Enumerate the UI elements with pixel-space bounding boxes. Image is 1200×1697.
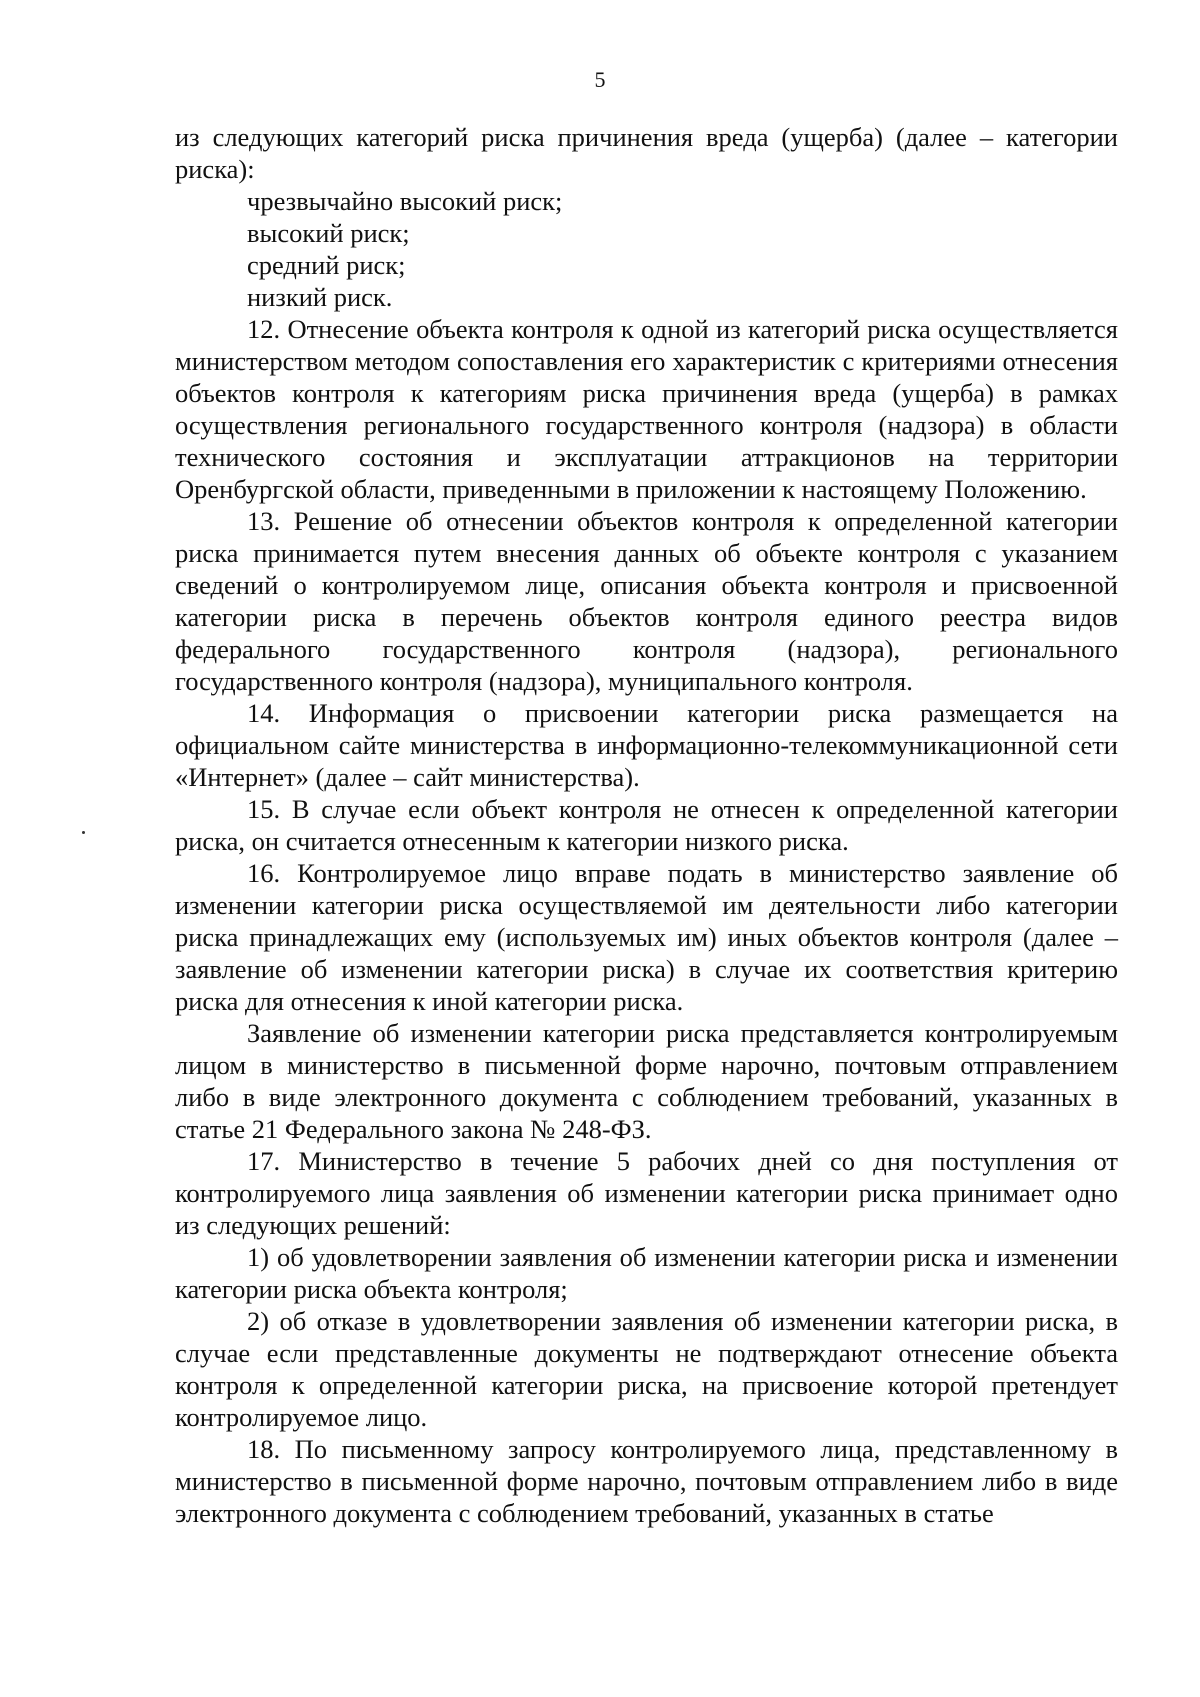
paragraph-18: 18. По письменному запросу контролируемого лица, представленному в министерство в письменной форме нарочно, почтовым отправлением либо в виде электронного документа с соблюдением требований, указанных в статье (175, 1434, 1118, 1528)
paragraph-intro: из следующих категорий риска причинения вреда (ущерба) (далее – категории риска): (175, 122, 1118, 184)
paragraph-17-item-1: 1) об удовлетворении заявления об изменении категории риска и изменении категории риска объекта контроля; (175, 1242, 1118, 1304)
scan-speck (82, 831, 85, 834)
list-item-low-risk: низкий риск. (247, 282, 393, 312)
list-item-medium-risk: средний риск; (247, 250, 406, 280)
page-number: 5 (594, 67, 606, 92)
list-item-high-risk: высокий риск; (247, 218, 410, 248)
document-body (175, 121, 1118, 1529)
list-item-extremely-high-risk: чрезвычайно высокий риск; (247, 186, 563, 216)
paragraph-16: 16. Контролируемое лицо вправе подать в министерство заявление об изменении категории риска осуществляемой им деятельности либо категории риска принадлежащих ему (используемых им) иных объектов контроля (далее – заявление об изменении категории риска) в случае их соответствия критерию риска для отнесения к иной категории риска. (175, 858, 1118, 1016)
paragraph-14: 14. Информация о присвоении категории риска размещается на официальном сайте министерства в информационно-телекоммуникационной сети «Интернет» (далее – сайт министерства). (175, 698, 1118, 792)
paragraph-16-application: Заявление об изменении категории риска представляется контролируемым лицом в министерство в письменной форме нарочно, почтовым отправлением либо в виде электронного документа с соблюдением требований, указанных в статье 21 Федерального закона № 248-ФЗ. (175, 1018, 1118, 1144)
paragraph-13: 13. Решение об отнесении объектов контроля к определенной категории риска принимается путем внесения данных об объекте контроля с указанием сведений о контролируемом лице, описания объекта контроля и присвоенной категории риска в перечень объектов контроля единого реестра видов федерального государственного контроля (надзора), регионального государственного контроля (надзора), муниципального контроля. (175, 506, 1118, 696)
paragraph-17-item-2: 2) об отказе в удовлетворении заявления об изменении категории риска, в случае если представленные документы не подтверждают отнесение объекта контроля к определенной категории риска, на присвоение которой претендует контролируемое лицо. (175, 1306, 1118, 1432)
paragraph-12: 12. Отнесение объекта контроля к одной из категорий риска осуществляется министерством методом сопоставления его характеристик с критериями отнесения объектов контроля к категориям риска причинения вреда (ущерба) в рамках осуществления регионального государственного контроля (надзора) в области технического состояния и эксплуатации аттракционов на территории Оренбургской области, приведенными в приложении к настоящему Положению. (175, 314, 1118, 504)
paragraph-17: 17. Министерство в течение 5 рабочих дней со дня поступления от контролируемого лица заявления об изменении категории риска принимает одно из следующих решений: (175, 1146, 1118, 1240)
paragraph-15: 15. В случае если объект контроля не отнесен к определенной категории риска, он считается отнесенным к категории низкого риска. (175, 794, 1118, 856)
